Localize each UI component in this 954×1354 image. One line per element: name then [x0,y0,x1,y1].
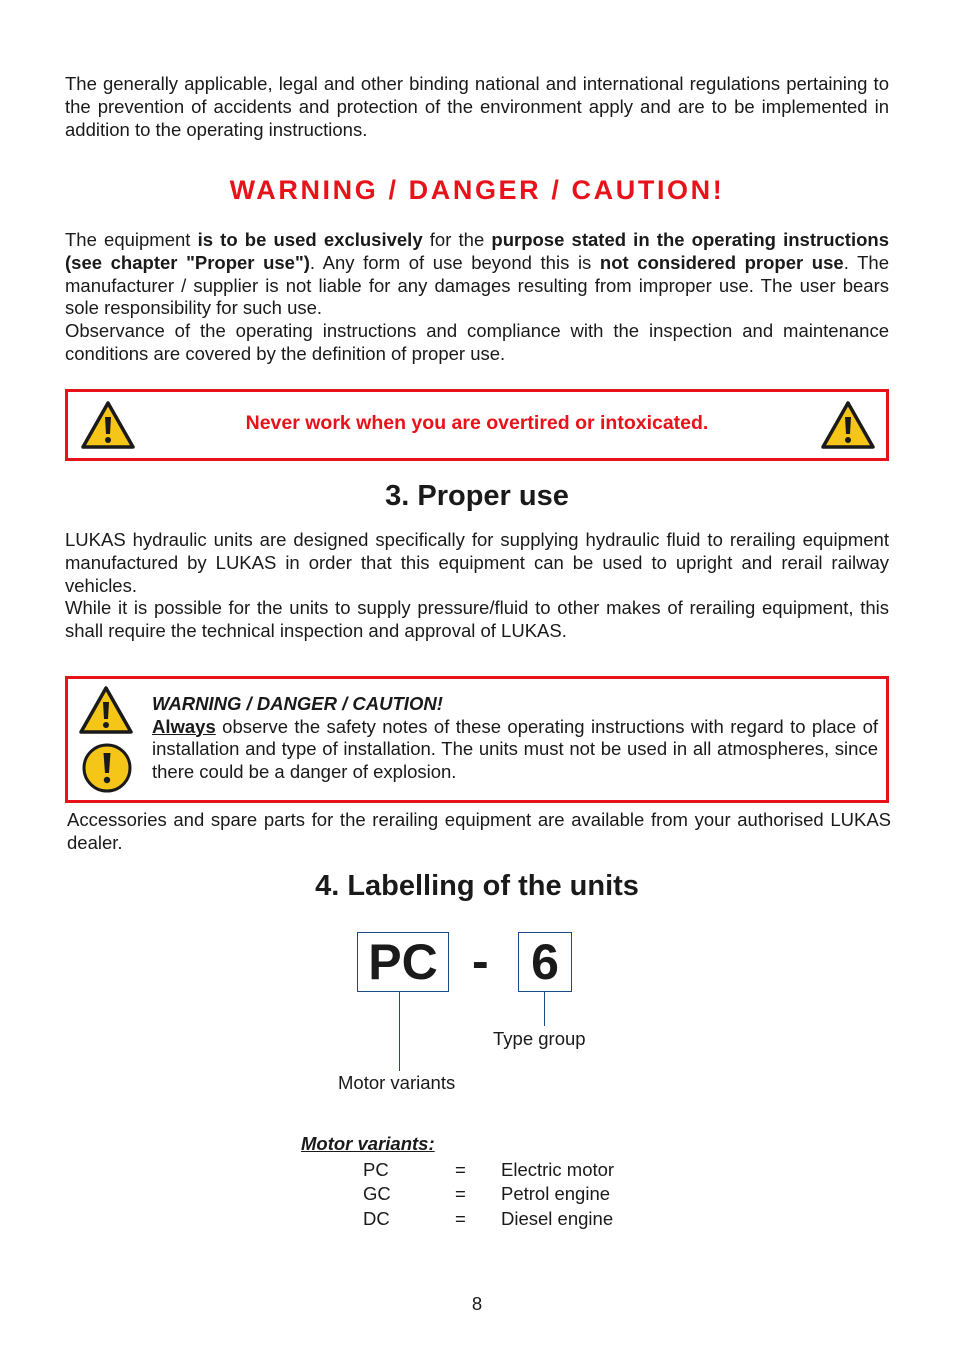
use-bold-exclusive: is to be used exclusively [197,229,423,250]
page-number: 8 [471,1293,483,1314]
always-emphasis: Always [152,715,216,737]
use-paragraph [65,229,889,366]
use-bold-not-proper: not considered proper use [599,251,844,273]
variant-equals: = [455,1183,466,1204]
exclamation-circle-icon [81,742,133,794]
use-text: . Any form of use beyond this is [309,251,600,273]
variant-description: Diesel engine [501,1208,614,1229]
use-text: The equipment [65,229,198,250]
use-text: for the [422,229,492,250]
warning-triangle-icon [820,400,876,450]
section-title: Proper use [417,480,569,512]
section-number: 4. [315,870,340,902]
variant-code: GC [363,1183,391,1204]
intro-paragraph: The generally applicable, legal and other binding national and international regulations pertaining to the prevention of accidents and protection of the environment apply and are to be implemented in addition to the operating instructions. [65,73,889,140]
accessories-paragraph: Accessories and spare parts for the rerailing equipment are available from your authorised LUKAS dealer. [67,809,891,853]
use-bold-purpose: purpose stated in the operating instructions (see chapter "Proper use") [65,229,889,273]
motor-variants-label: Motor variants [338,1072,456,1093]
warning-heading: WARNING / DANGER / CAUTION! [229,175,725,205]
variant-code: PC [363,1159,389,1180]
section-title: Labelling of the units [347,870,639,902]
warning-box-explosion [65,676,889,803]
proper-use-text-2: While it is possible for the units to supply pressure/fluid to other makes of rerailing equipment, this shall require the technical inspection and approval of LUKAS. [65,597,889,642]
motor-code-box: PC [357,932,449,992]
warning-box-body [152,693,878,783]
warning-box-fatigue [65,389,889,461]
type-group-label: Type group [493,1028,586,1049]
proper-use-paragraph [65,529,889,643]
use-text: . The manufacturer / supplier is not liable for any damages resulting from improper use. The user bears sole responsibility for such use. [65,251,890,319]
code-dash: - [472,933,489,989]
section-3-heading [0,480,954,513]
use-text-observance: Observance of the operating instructions and compliance with the inspection and maintenance conditions are covered by the definition of proper use. [65,320,889,364]
variant-equals: = [455,1159,466,1180]
motor-variants-leader-line [399,992,400,1071]
variant-description: Electric motor [501,1159,615,1180]
variant-description: Petrol engine [501,1183,611,1204]
section-number: 3. [385,480,410,512]
variant-equals: = [455,1208,466,1229]
warning-box-text: Never work when you are overtired or intoxicated. [245,412,709,434]
motor-variants-title: Motor variants: [301,1133,435,1154]
warning-triangle-icon [78,685,134,735]
proper-use-text-1: LUKAS hydraulic units are designed specifically for supplying hydraulic fluid to rerailing equipment manufactured by LUKAS in order that this equipment can be used to upright and rerail railway vehicles. [65,529,889,596]
type-code-box: 6 [518,932,572,992]
variant-code: DC [363,1208,390,1229]
type-group-leader-line [544,992,545,1026]
warning-box-title: WARNING / DANGER / CAUTION! [152,693,443,714]
warning-box-text: observe the safety notes of these operating instructions with regard to place of installation and type of installation. The units must not be used in all atmospheres, since there could be a danger of explosion. [152,715,878,782]
section-4-heading [0,870,954,903]
